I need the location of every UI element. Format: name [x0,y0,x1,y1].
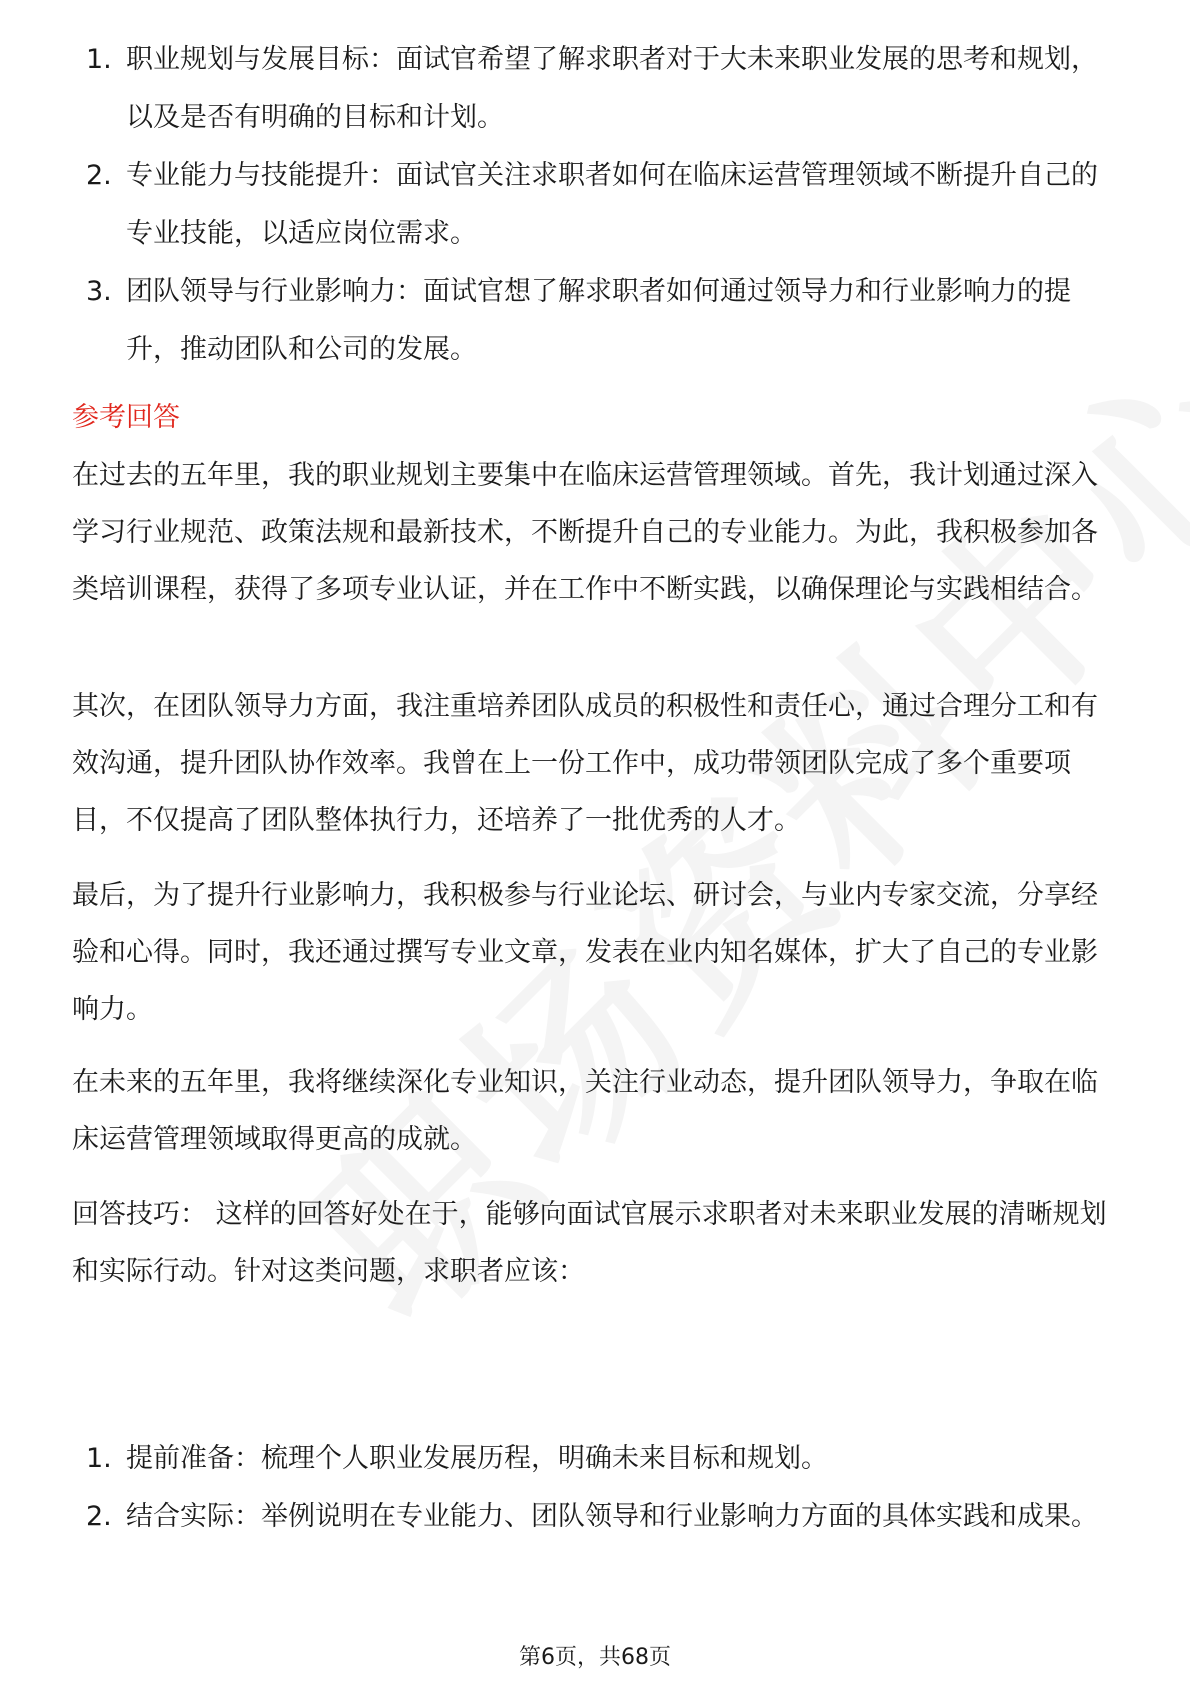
answer-paragraph: 最后，为了提升行业影响力，我积极参与行业论坛、研讨会，与业内专家交流，分享经验和心得。同时，我还通过撰写专业文章，发表在业内知名媒体，扩大了自己的专业影响力。 [72,880,1098,1025]
list-number: 1. [86,44,112,75]
section-title: 参考回答 [72,402,180,433]
list-item [72,1488,1122,1546]
focus-points-list [72,31,1122,379]
tips-list [72,1430,1122,1546]
list-item [72,263,1122,379]
list-item [72,147,1122,263]
list-item-text: 提前准备：梳理个人职业发展历程，明确未来目标和规划。 [126,1443,828,1474]
list-item [72,31,1122,147]
list-item-text: 职业规划与发展目标：面试官希望了解求职者对于大未来职业发展的思考和规划，以及是否有明确的目标和计划。 [126,44,1098,133]
page-number: 第6页，共68页 [519,1645,671,1670]
tips-paragraph: 回答技巧： 这样的回答好处在于，能够向面试官展示求职者对未来职业发展的清晰规划和实际行动。针对这类问题，求职者应该： [72,1199,1107,1287]
list-number: 2. [86,1501,112,1532]
list-number: 2. [86,160,112,191]
list-item-text: 团队领导与行业影响力：面试官想了解求职者如何通过领导力和行业影响力的提升，推动团队和公司的发展。 [126,276,1071,365]
list-item-text: 专业能力与技能提升：面试官关注求职者如何在临床运营管理领域不断提升自己的专业技能，以适应岗位需求。 [126,160,1098,249]
list-number: 3. [86,276,112,307]
answer-paragraph: 在过去的五年里，我的职业规划主要集中在临床运营管理领域。首先，我计划通过深入学习行业规范、政策法规和最新技术，不断提升自己的专业能力。为此，我积极参加各类培训课程，获得了多项专业认证，并在工作中不断实践，以确保理论与实践相结合。 [72,460,1098,605]
list-item [72,1430,1122,1488]
list-item-text: 结合实际：举例说明在专业能力、团队领导和行业影响力方面的具体实践和成果。 [126,1501,1098,1532]
answer-paragraph: 其次，在团队领导力方面，我注重培养团队成员的积极性和责任心，通过合理分工和有效沟通，提升团队协作效率。我曾在上一份工作中，成功带领团队完成了多个重要项目，不仅提高了团队整体执行力，还培养了一批优秀的人才。 [72,691,1098,836]
list-number: 1. [86,1443,112,1474]
answer-paragraph: 在未来的五年里，我将继续深化专业知识，关注行业动态，提升团队领导力，争取在临床运营管理领域取得更高的成就。 [72,1067,1098,1155]
